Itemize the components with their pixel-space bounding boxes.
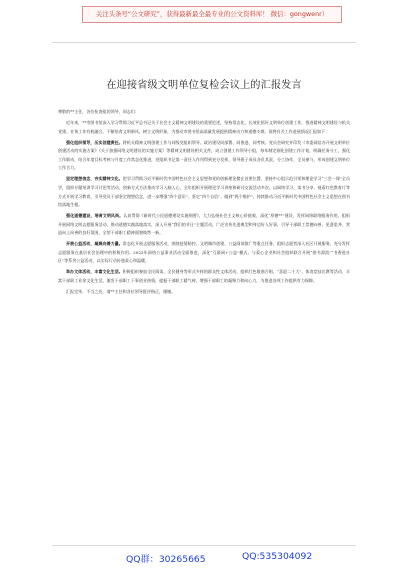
footer-contacts [0,551,408,569]
paragraph-4-text: 认真贯彻《新时代公民道德建设实施纲要》，大力弘扬社会主义核心价值观，深化“厚德**”建设，发挥网络联络服务作用，组织开展网络文明志愿服务活动，推动道德实践落地落实，深入开展“我们的节日”主题活动，广泛宣传先进典型和身边好人好事，引导干部职工崇德向善、见贤思齐，营造向上向善的良好氛围，全馆干部职工精神面貌焕然一新。 [58,213,350,236]
paragraph-5 [58,240,350,266]
paragraph-5-text: 常态化开展志愿服务活动，围绕疫情防控、文明城市创建、公益阅读推广等重点任务，组织志愿者深入社区开展服务，充分发挥志愿服务在基层社会治理中的积极作用。2022年网络公益事业活动全面推进，深化“互联网+公益”模式，与爱心企业和社会组织联合开展“图书漂流”“书香进社区”等系列公益活动，以实际行动传递爱心和温暖。 [58,241,350,264]
closing-text: 汇报完毕，不当之处，请**主任和各位领导批评指正，谢谢。 [66,289,176,295]
paragraph-3 [58,175,350,209]
paragraph-2 [58,139,350,173]
qq-contact: QQ:535304092 [242,551,313,562]
paragraph-2-heading: 强化组织领导，压实创建责任。 [66,139,123,145]
header-divider [52,42,356,43]
paragraph-3-heading: 坚定理想信念，夯实精神文化。 [66,176,123,182]
paragraph-3-text: 把学习贯彻习近平新时代中国特色社会主义思想和党的创新理论摆在首要位置，坚持中心组示范引领和理论学习“三会一课”全员学，组织专题培训学习讨论等活动，创新方式方法推动学习入脑入心，全年组织开展理论学习讲座和研讨交流活动多次，以网络学习、读书分享、观看红色教育片等方式开展学习教育，引导党员干部坚定理想信念，进一步增强“四个意识”、坚定“四个自信”、做到“两个维护”，持续推动习近平新时代中国特色社会主义思想在图书馆落地生根。 [58,176,350,208]
qq-group-contact: QQ群：30265665 [126,554,206,565]
paragraph-6-heading: 举办文体活动，丰富文化生活。 [66,269,123,275]
paragraph-4 [58,212,350,238]
promo-banner[interactable]: 关注头条号“公文研究”，获得最新最全最专业的公文资料库！ 微信：gongwenr） [82,6,342,23]
paragraph-2-text: 将机关精神文明创建工作与同级党组织领导、政治建设同部署、同推进、同考核。党员会研究并印发《市委网信办开展文明单位创建活动的实施方案》《关于加强网络文明建设的实施方案》等精神文明建设相关文件，成立创建工作领导小组，每年制定细化创建工作计划，明确任务分工，强化工作联动，结合年度目标考核与月度工作常态化推进，党组织书记第一责任人作用得到充分发挥，领导班子成员各负其责，分工协作，全员参与，形成创建文明单位工作合力。 [58,139,350,171]
document-title: 在迎接省级文明单位复检会议上的汇报发言 [106,80,302,91]
paragraph-5-heading: 开展公益活动，凝聚向善力量。 [66,241,123,247]
paragraph-6-text: 积极组织参加全民阅读、全民健身等形式多样的群众性文体活动，组织红色歌曲合唱、“喜迎二十大”、体育竞技比赛等活动，丰富干部职工业余文化生活，激发干部职工干事创业热情，提振干部职工精气神，增强干部职工的凝聚力和向心力，为推进各项工作提供有力保障。 [58,269,350,284]
paragraph-1 [58,119,350,136]
salutation: 尊敬的**主任，各位检查组的领导，同志们： [58,109,139,114]
document-body [58,108,350,299]
paragraph-4-heading: 强化道德建设，培育文明风尚。 [66,213,124,219]
paragraph-6 [58,268,350,285]
paragraph-1-text: 近年来，**市图书馆深入学习贯彻习近平总书记关于社会主义精神文明建设的重要论述，坚持常态化、长效化抓好文明单位创建工作，推进精神文明建设与机关党建、业务工作有机融合，不断培育文明新风、树立文明形象，为推动市图书馆高质量发展提供精神动力和道德支撑。现将有关工作进展情况汇报如下： [58,119,350,134]
closing-paragraph [58,288,350,297]
footer-divider [52,545,356,546]
